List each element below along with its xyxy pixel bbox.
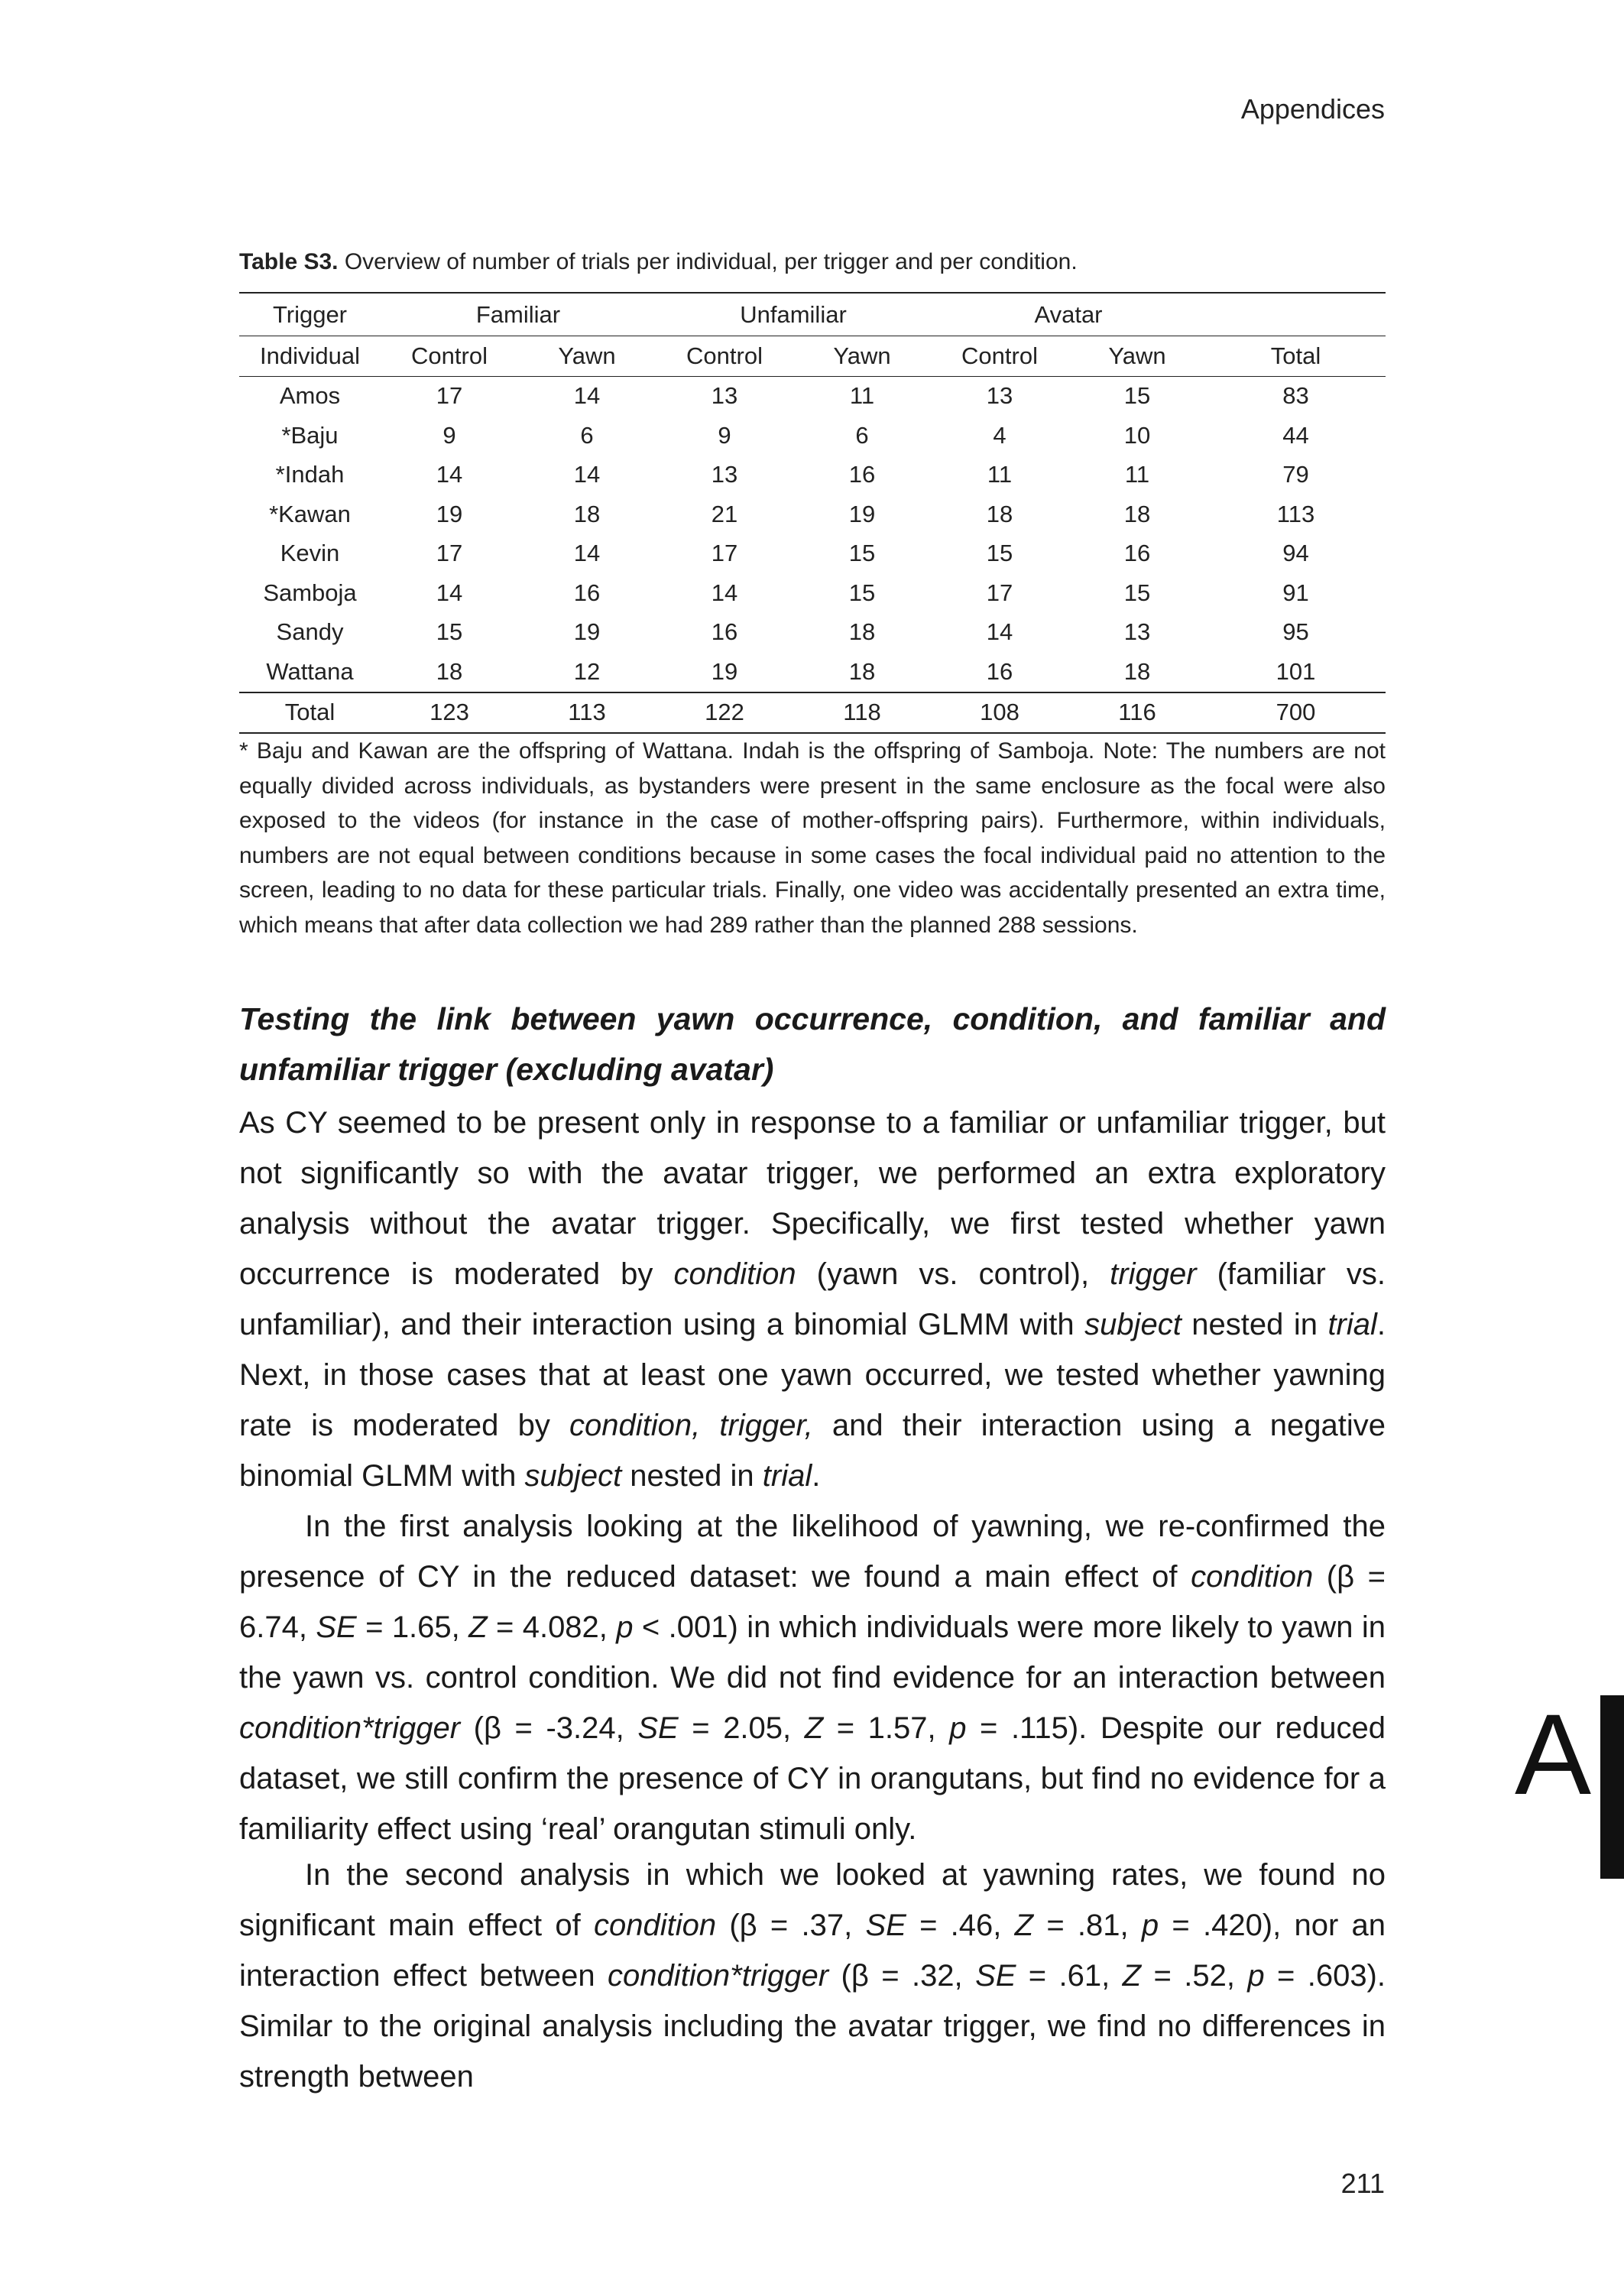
table-row xyxy=(239,376,1386,416)
text-run: . xyxy=(812,1459,821,1493)
table-cell: 21 xyxy=(711,500,738,527)
table-caption-label: Table S3. xyxy=(239,249,339,274)
table-cell: 18 xyxy=(848,618,876,646)
trials-table xyxy=(239,292,1386,734)
table-cell: 101 xyxy=(1276,657,1316,685)
text-run: (β = .37, xyxy=(716,1909,866,1942)
italic-term: condition*trigger xyxy=(608,1959,829,1993)
table-cell: 4 xyxy=(993,421,1006,449)
table-cell: 13 xyxy=(986,382,1013,410)
table-cell: 11 xyxy=(987,461,1013,488)
table-cell: 17 xyxy=(711,540,738,567)
table-cell: 700 xyxy=(1206,692,1386,734)
table-cell: 123 xyxy=(381,692,518,734)
column-header: Yawn xyxy=(793,336,931,377)
table-cell: 116 xyxy=(1068,692,1206,734)
table-cell: 17 xyxy=(986,579,1013,606)
table-cell: 17 xyxy=(436,540,463,567)
italic-term: subject xyxy=(524,1459,622,1493)
table-cell: 95 xyxy=(1282,618,1309,646)
table-cell: 16 xyxy=(848,461,876,488)
column-header: Individual xyxy=(239,336,381,377)
table-cell: Amos xyxy=(279,382,341,410)
italic-term: subject xyxy=(1084,1308,1182,1341)
table-cell: Wattana xyxy=(266,657,354,685)
text-run: = .61, xyxy=(1016,1959,1123,1993)
table-cell: Kevin xyxy=(280,540,340,567)
table-cell: 16 xyxy=(1123,540,1151,567)
group-header-unfamiliar: Unfamiliar xyxy=(740,300,847,328)
text-run: . Next, in those cases that at least one yawn occurred, we tested whether yawning rate is moderated by xyxy=(239,1308,1386,1442)
table-row xyxy=(239,456,1386,495)
body-paragraph-3 xyxy=(239,1850,1386,2102)
table-cell: 14 xyxy=(436,461,463,488)
column-header: Total xyxy=(1206,336,1386,377)
table-row xyxy=(239,416,1386,456)
italic-term: trigger xyxy=(1110,1257,1197,1291)
italic-term: p xyxy=(1247,1959,1265,1993)
table-cell: 113 xyxy=(1276,500,1315,527)
text-run: In the first analysis looking at the likelihood of yawning, we re-confirmed the presence of CY in the reduced dataset: we found a main effect of xyxy=(239,1510,1386,1594)
text-run: = .46, xyxy=(906,1909,1015,1942)
page-number: 211 xyxy=(1340,2168,1385,2199)
table-cell: 15 xyxy=(1123,382,1151,410)
text-run: and their interaction using a negative binomial GLMM with xyxy=(239,1409,1386,1493)
text-run: = .52, xyxy=(1141,1959,1248,1993)
text-run: nested in xyxy=(621,1459,763,1493)
table-cell: 16 xyxy=(573,579,601,606)
italic-term: SE xyxy=(637,1711,679,1745)
italic-term: Z xyxy=(468,1610,488,1644)
text-run: As CY seemed to be present only in response to a familiar or unfamiliar trigger, but not significantly so with the avatar trigger, we performed an extra exploratory analysis without the avatar trigger. Specifically, we first tested whether yawn occurrence is moderated by xyxy=(239,1106,1386,1291)
body-paragraph-2 xyxy=(239,1501,1386,1854)
text-run: = .603). Similar to the original analysis including the avatar trigger, we find no differences in strength between xyxy=(239,1959,1386,2094)
table-cell: 113 xyxy=(518,692,656,734)
table-cell: 18 xyxy=(573,500,601,527)
table-cell: 18 xyxy=(848,657,876,685)
table-cell: Total xyxy=(239,692,381,734)
italic-term: trial xyxy=(762,1459,812,1493)
table-cell: 15 xyxy=(848,540,876,567)
column-header: Control xyxy=(381,336,518,377)
table-cell: 16 xyxy=(986,657,1013,685)
table-cell: 15 xyxy=(1123,579,1151,606)
table-cell: 19 xyxy=(711,657,738,685)
text-run: (β = .32, xyxy=(828,1959,976,1993)
table-cell: 15 xyxy=(986,540,1013,567)
table-cell: 11 xyxy=(849,382,875,410)
italic-term: Z xyxy=(804,1711,824,1745)
text-run: In the second analysis in which we looked at yawning rates, we found no significant main effect of xyxy=(239,1858,1386,1942)
table-cell: 6 xyxy=(855,421,869,449)
table-cell: 18 xyxy=(986,500,1013,527)
italic-term: SE xyxy=(975,1959,1016,1993)
body-paragraph-1 xyxy=(239,1098,1386,1501)
table-cell: 6 xyxy=(580,421,594,449)
column-header: Yawn xyxy=(518,336,656,377)
table-row xyxy=(239,534,1386,574)
table-cell: 14 xyxy=(436,579,463,606)
table-cell: 18 xyxy=(1123,500,1151,527)
italic-term: condition xyxy=(1191,1560,1314,1594)
section-heading: Testing the link between yawn occurrence, condition, and familiar and unfamiliar trigger (excluding avatar) xyxy=(239,1001,1386,1087)
table-caption-text: Overview of number of trials per individual, per trigger and per condition. xyxy=(344,249,1078,274)
table-cell: 19 xyxy=(436,500,463,527)
table-cell: 14 xyxy=(573,461,601,488)
italic-term: condition, trigger, xyxy=(569,1409,813,1442)
table-row xyxy=(239,573,1386,613)
table-cell: 19 xyxy=(573,618,601,646)
text-run: = .81, xyxy=(1033,1909,1142,1942)
italic-term: SE xyxy=(316,1610,357,1644)
table-cell: 13 xyxy=(711,382,738,410)
table-group-header-row xyxy=(239,293,1386,336)
table-cell: 17 xyxy=(436,382,463,410)
table-total-row xyxy=(239,692,1386,734)
group-header-blank xyxy=(1206,293,1386,336)
table-column-header-row xyxy=(239,336,1386,377)
table-cell: 13 xyxy=(1123,618,1151,646)
table-cell: 10 xyxy=(1123,421,1151,449)
italic-term: p xyxy=(949,1711,967,1745)
text-run: = 1.57, xyxy=(823,1711,950,1745)
table-cell: 18 xyxy=(1123,657,1151,685)
italic-term: SE xyxy=(865,1909,906,1942)
text-run: nested in xyxy=(1181,1308,1328,1341)
italic-term: Z xyxy=(1122,1959,1142,1993)
group-header-trigger: Trigger xyxy=(272,300,348,328)
table-cell: 44 xyxy=(1282,421,1309,449)
table-caption xyxy=(239,249,1386,275)
table-row xyxy=(239,613,1386,653)
text-run: < .001) in which individuals were more likely to yawn in the yawn vs. control condition. We did not find evidence for an interaction between xyxy=(239,1610,1386,1695)
table-cell: 14 xyxy=(986,618,1013,646)
italic-term: trial xyxy=(1327,1308,1377,1341)
table-cell: 16 xyxy=(711,618,738,646)
column-header: Control xyxy=(931,336,1068,377)
text-run: (yawn vs. control), xyxy=(796,1257,1110,1291)
italic-term: p xyxy=(616,1610,634,1644)
table-cell: 18 xyxy=(436,657,463,685)
running-header: Appendices xyxy=(1240,93,1385,125)
appendix-tab-letter: A xyxy=(1515,1690,1592,1818)
table-cell: 13 xyxy=(711,461,738,488)
italic-term: condition xyxy=(673,1257,796,1291)
table-cell: *Indah xyxy=(275,461,345,488)
table-cell: 19 xyxy=(848,500,876,527)
table-cell: 14 xyxy=(573,382,601,410)
table-cell: 14 xyxy=(573,540,601,567)
table-cell: Samboja xyxy=(263,579,357,606)
table-cell: 15 xyxy=(436,618,463,646)
table-cell: 9 xyxy=(718,421,731,449)
table-row xyxy=(239,652,1386,692)
table-cell: 79 xyxy=(1282,461,1309,488)
column-header: Yawn xyxy=(1068,336,1206,377)
text-run: = 2.05, xyxy=(678,1711,805,1745)
text-run: (familiar vs. unfamiliar), and their interaction using a binomial GLMM with xyxy=(239,1257,1386,1341)
table-row xyxy=(239,495,1386,534)
table-cell: 9 xyxy=(442,421,456,449)
italic-term: p xyxy=(1141,1909,1159,1942)
table-cell: 15 xyxy=(848,579,876,606)
group-header-familiar: Familiar xyxy=(475,300,561,328)
table-cell: 94 xyxy=(1282,540,1309,567)
text-run: = .420), nor an interaction effect between xyxy=(239,1909,1386,1993)
table-cell: 83 xyxy=(1282,382,1309,410)
italic-term: condition*trigger xyxy=(239,1711,461,1745)
table-cell: 12 xyxy=(573,657,601,685)
text-run: (β = 6.74, xyxy=(239,1560,1386,1644)
text-run: = 1.65, xyxy=(356,1610,469,1644)
text-run: = 4.082, xyxy=(487,1610,617,1644)
table-cell: 14 xyxy=(711,579,738,606)
table-cell: 118 xyxy=(793,692,931,734)
table-cell: *Baju xyxy=(281,421,339,449)
table-footnote: * Baju and Kawan are the offspring of Wattana. Indah is the offspring of Samboja. Note: The numbers are not equally divided across individuals, as bystanders were present in the same enclosure as the focal were also exposed to the videos (for instance in the case of mother-offspring pairs). Furthermore, within individuals, numbers are not equal between conditions because in some cases the focal individual paid no attention to the screen, leading to no data for these particular trials. Finally, one video was accidentally presented an extra time, which means that after data collection we had 289 rather than the planned 288 sessions. xyxy=(239,738,1386,938)
table-cell: 11 xyxy=(1124,461,1150,488)
text-run: (β = -3.24, xyxy=(460,1711,638,1745)
table-cell: Sandy xyxy=(276,618,344,646)
italic-term: condition xyxy=(594,1909,717,1942)
column-header: Control xyxy=(656,336,793,377)
table-cell: 91 xyxy=(1282,579,1309,606)
table-cell: 108 xyxy=(931,692,1068,734)
italic-term: Z xyxy=(1014,1909,1034,1942)
table-cell: *Kawan xyxy=(269,500,351,527)
text-run: = .115). Despite our reduced dataset, we still confirm the presence of CY in orangutans, but find no evidence for a familiarity effect using ‘real’ orangutan stimuli only. xyxy=(239,1711,1386,1846)
group-header-avatar: Avatar xyxy=(1034,300,1103,328)
table-cell: 122 xyxy=(656,692,793,734)
appendix-tab-bar xyxy=(1600,1695,1624,1879)
